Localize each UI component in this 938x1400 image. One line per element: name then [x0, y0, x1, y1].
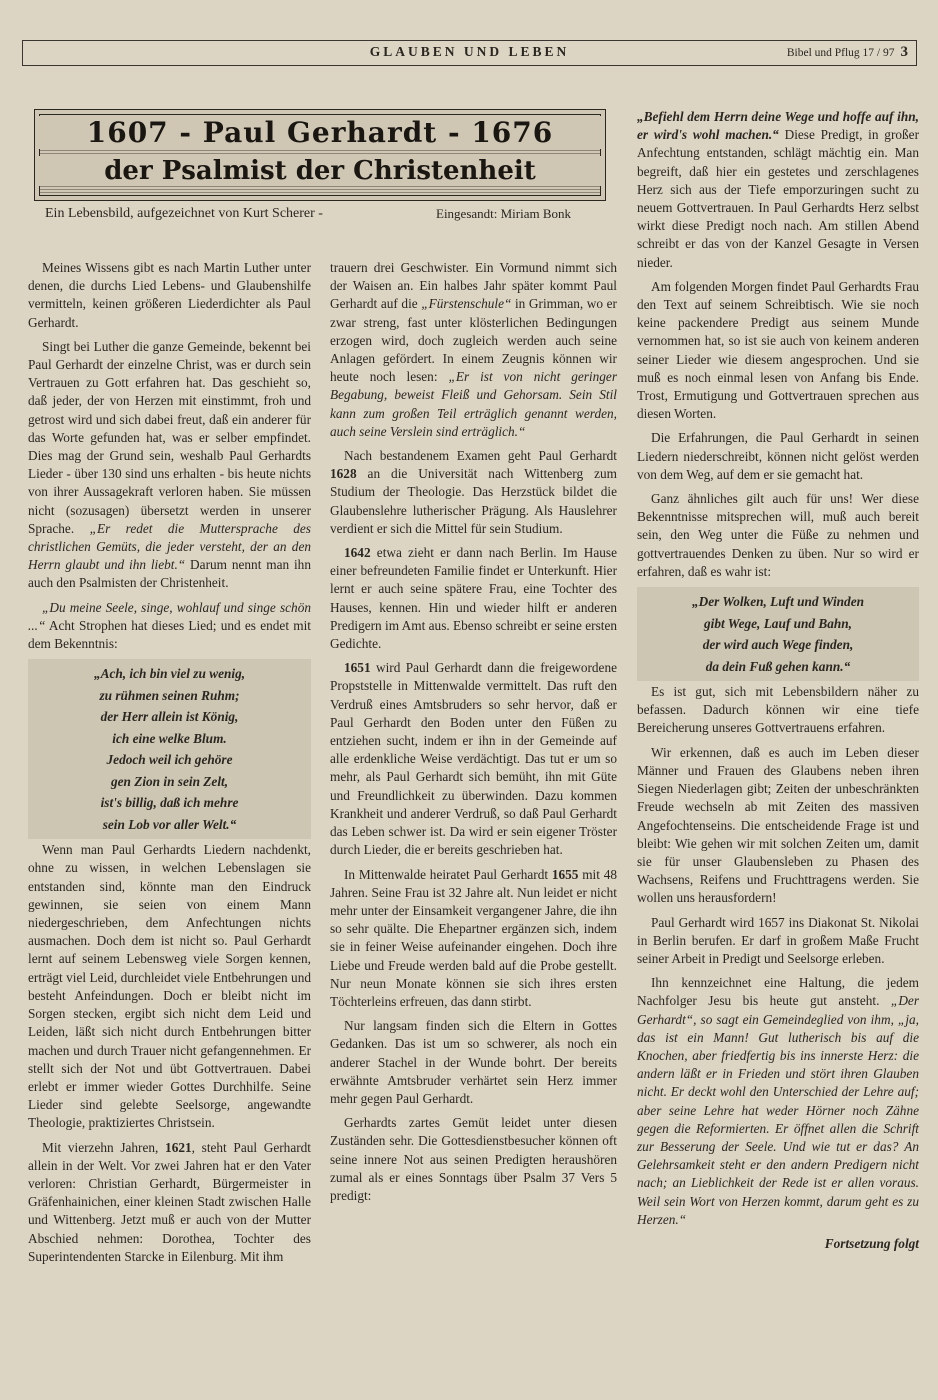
verse-line: ich eine welke Blum.	[112, 730, 227, 746]
page-header	[22, 40, 917, 66]
paragraph: „Befiehl dem Herrn deine Wege und hoffe auf ihn, er wird's wohl machen.“ Diese Predigt, in großer Anfechtung entstanden, schlägt mächtig ein. Man begreift, daß hier ein gestetes und zerschlagenes Herz sich aus der Tiefe emporzuringen sucht zu neuem Gottvertrauen. In Paul Gerhardts Herz selbst wirkt diese Predigt noch nach. Am stillen Abend schreibt er das von der Kanzel Gesagte in Versen nieder.	[637, 109, 919, 270]
paragraph: „Du meine Seele, singe, wohlauf und singe schön ...“ Acht Strophen hat dieses Lied; und es endet mit dem Bekenntnis:	[28, 599, 311, 652]
paragraph: Gerhardts zartes Gemüt leidet unter diesen Zuständen sehr. Die Gottesdienstbesucher können oft seine innere Not aus seinen Predigten heraushören zumal als er eines Sonntags über Psalm 37 Vers 5 predigt:	[330, 1115, 617, 1203]
paragraph: Die Erfahrungen, die Paul Gerhardt in seinen Liedern niederschreibt, können nicht gelöst werden von dem Weg, auf dem er sie gemacht hat.	[637, 430, 919, 482]
hymn-quote	[28, 659, 311, 839]
verse-line: da dein Fuß gehen kann.“	[705, 658, 851, 674]
verse-line: gibt Wege, Lauf und Bahn,	[703, 615, 853, 631]
section-title: GLAUBEN UND LEBEN	[369, 44, 570, 59]
verse-line: der wird auch Wege finden,	[702, 637, 854, 653]
paragraph: Paul Gerhardt wird 1657 ins Diakonat St. Nikolai in Berlin berufen. Er darf in großem Maße Frucht seiner Arbeit in Predigt und Seelsorge erleben.	[637, 914, 919, 966]
paragraph: In Mittenwalde heiratet Paul Gerhardt 1655 mit 48 Jahren. Seine Frau ist 32 Jahre alt. Nun leidet er nicht mehr unter der Einsamkeit vergangener Jahre, die ihn so sehr quälte. Die Ehepartner ergänzen sich, indem sie in feiner Weise aufeinander eingehen. Doch ihre Liebe und Freude werden bald auf die Probe gestellt. Nur neun Monate können sie sich ihres ersten Töchterleins erfreuen, das dann stirbt.	[330, 866, 617, 1009]
paragraph: Nur langsam finden sich die Eltern in Gottes Gedanken. Das ist um so schwerer, als noch ein anderer Stachel in der Wunde bohrt. Der bereits erwähnte Amtsbruder verhärtet sein Herz immer mehr gegen Paul Gerhardt.	[330, 1018, 617, 1106]
issue-label: Bibel und Pflug 17 / 97	[786, 47, 895, 59]
page-number: 3	[900, 44, 908, 60]
verse-line: gen Zion in sein Zelt,	[110, 773, 229, 789]
verse-line: Jedoch weil ich gehöre	[106, 752, 233, 768]
paragraph: Nach bestandenem Examen geht Paul Gerhardt 1628 an die Universität nach Wittenberg zum Studium der Theologie. Das Herzstück bildet die Glaubenslehre lutherischer Prägung. Als Hauslehrer verdient er sich die Mittel für sein Studium.	[330, 448, 617, 536]
column-3	[637, 108, 919, 1253]
author-line: Ein Lebensbild, aufgezeichnet von Kurt Scherer -	[45, 206, 323, 221]
paragraph: Meines Wissens gibt es nach Martin Luther unter denen, die durchs Lied Lebens- und Glaubenshilfe vermitteln, keinen größeren Liederdichter als Paul Gerhardt.	[28, 260, 311, 330]
verse-line: sein Lob vor aller Welt.“	[102, 816, 237, 832]
paragraph: Wir erkennen, daß es auch im Leben dieser Männer und Frauen des Glaubens neben ihren Siegen Niederlagen gibt; Zeiten der unbeschränkten Freude wechseln ab mit Zeiten des massiven Angefochtenseins. Die entscheidende Frage ist und bleibt: Wie gehen wir mit solchen Zeiten um, damit sie für unser Glaubensleben zu Phasen des Wachsens, Reifens und Fruchttragens werden. Sie wollen uns herausfordern!	[637, 744, 919, 906]
paragraph: Singt bei Luther die ganze Gemeinde, bekennt bei Paul Gerhardt der einzelne Christ, was er durch sein Vertrauen zu Gott erfahren hat. Das geschieht so, daß jeder, der von Herzen mit einstimmt, froh und getrost wird und sich dabei freut, daß ein anderer für das Worte gefunden hat, was er selber empfindet. Dies mag der Grund sein, weshalb Paul Gerhardts Lieder - über 130 sind uns erhalten - bis heute nichts von ihrer Aussagekraft verloren haben. Sie müssen nicht (sozusagen) übersetzt werden in unserer Sprache. „Er redet die Muttersprache des christlichen Gemüts, die jeder versteht, der an den Herrn glaubt und ihn liebt.“ Darum nennt man ihn auch den Psalmisten der Christenheit.	[28, 338, 311, 591]
paragraph: 1642 etwa zieht er dann nach Berlin. Im Hause einer befreundeten Familie findet er Unterkunft. Hier lernt er auch seine spätere Frau, eine Tochter des Hauses, kennen. Hin und wieder hilft er anderen Predigern im Amt aus. Ebenso schreibt er seine ersten Gedichte.	[330, 545, 617, 652]
paragraph: 1651 wird Paul Gerhardt dann die freigewordene Propststelle in Mittenwalde vermittelt. Das ruft den Verdruß eines Amtsbruders so sehr hervor, daß er Paul Gerhardt den Boden unter den Füßen zu entziehen sucht, indem er ihn in der Gemeinde auf alle erdenkliche Weise verdächtigt. Das tut er um so mehr, als Paul Gerhardt sich bemüht, ihn mit Güte und Freundlichkeit zu überwinden. Dazu kommen Krankheit und anderer Verdruß, so daß Paul Gerhardt das Leben schwer ist. Da wird er sein eigener Tröster durch Lieder, die er bereits geschrieben hat.	[330, 660, 617, 858]
paragraph: Ihn kennzeichnet eine Haltung, die jedem Nachfolger Jesu bis heute gut ansteht. „Der Gerhardt“, so sagt ein Gemeindeglied von ihm, „ja, das ist ein Mann! Gut lutherisch bis auf die Knochen, aber friedfertig bis ins innerste Herz: die andern läßt er in Frieden und stört ihren Glauben nicht. Er deckt wohl den Unterschied der Lehre auf; aber seine Lehre hat weder Hörner noch Zähne gegen die Reformierten. Er öffnet allen die Schrift zur Besserung der Seele. Und wie tut er das? An Gelehrsamkeit steht er den andern Predigern nicht nach; an Lieblichkeit der Rede ist er allen voraus. Weil sein Wort von Herzen kommt, darum geht es zu Herzen.“	[637, 975, 919, 1227]
issue-info	[787, 44, 908, 61]
article-title: 1607 - Paul Gerhardt - 1676	[35, 116, 605, 149]
paragraph: Am folgenden Morgen findet Paul Gerhardts Frau den Text auf seinem Schreibtisch. Wie sie noch keine packendere Predigt aus seinem Munde vernommen hat, so ist sie auch von keinem anderen seiner Lieder wie diesem angesprochen. Und sie muß es noch einmal lesen von Anfang bis Ende. Trost, Ermutigung und Gottvertrauen sprechen aus diesen Worten.	[637, 278, 919, 422]
verse-line: der Herr allein ist König,	[100, 709, 239, 725]
submitted-by: Eingesandt: Miriam Bonk	[436, 206, 572, 221]
hymn-quote	[637, 587, 919, 681]
verse-line: „Der Wolken, Luft und Winden	[691, 594, 865, 610]
article-title-box	[34, 109, 606, 201]
article-subtitle: der Psalmist der Christenheit	[35, 156, 605, 186]
paragraph: Es ist gut, sich mit Lebensbildern näher zu befassen. Dadurch können wir eine tiefe Bereicherung unseres Gottvertrauens erfahren.	[637, 684, 919, 736]
continuation-note: Fortsetzung folgt	[824, 1235, 919, 1251]
paragraph: Mit vierzehn Jahren, 1621, steht Paul Gerhardt allein in der Welt. Vor zwei Jahren hat er den Vater verloren: Christian Gerhardt, Bürgermeister in Gräfenhainichen, einer kleinen Stadt zwischen Halle und Wittenberg. Jetzt muß er auch von der Mutter Abschied nehmen: Dorothea, Tochter des Superintendenten Starcke in Eilenburg. Mit ihm	[28, 1139, 311, 1264]
verse-line: zu rühmen seinen Ruhm;	[99, 687, 240, 703]
paragraph: Ganz ähnliches gilt auch für uns! Wer diese Bekenntnisse mitsprechen will, muß auch bereit sein, den Weg unter die Füße zu nehmen und gottvertrauendes Denken zu üben. Nur so wird er erfahren, daß es wahr ist:	[637, 491, 919, 579]
column-2	[330, 259, 617, 1211]
verse-line: ist's billig, daß ich mehre	[100, 795, 239, 811]
paragraph: trauern drei Geschwister. Ein Vormund nimmt sich der Waisen an. Ein halbes Jahr später kommt Paul Gerhardt auf die „Fürstenschule“ in Grimman, wo er zwar streng, fast unter klösterlichen Bedingungen erzogen wird, doch zugleich werden auch seine Anlagen gefördert. In einem Zeugnis können wir heute noch lesen: „Er ist von nicht geringer Begabung, beweist Fleiß und Gehorsam. Sein Stil kann zum großen Teil erträglich genannt werden, auch seine Verslein sind erträglich.“	[330, 260, 617, 439]
paragraph: Wenn man Paul Gerhardts Liedern nachdenkt, ohne zu wissen, in welchen Lebenslagen sie entstanden sind, könnte man den Eindruck gewinnen, sie seien von einem Mann niedergeschrieben, dem Anfechtungen nichts ausmachen. Doch dem ist nicht so. Paul Gerhardt lernt auf seinem Lebensweg viele Sorgen kennen, erträgt viel Leid, durchleidet viele Entbehrungen und besteht Anfeindungen. Doch er bleibt nicht im Sorgen stecken, ergibt sich nicht dem Leid und Leiden, läßt sich nicht durch Entbehrungen bitter machen und durch Trauer nicht gefangennehmen. Er stellt sich der Not und übt Gottvertrauen. Dabei erlebt er immer wieder Gottes Durchhilfe. Seine Lieder sind gelebte Seelsorge, angewandte Theologie, praktiziertes Christsein.	[28, 842, 311, 1131]
verse-line: „Ach, ich bin viel zu wenig,	[93, 666, 246, 682]
column-1	[28, 259, 311, 1272]
